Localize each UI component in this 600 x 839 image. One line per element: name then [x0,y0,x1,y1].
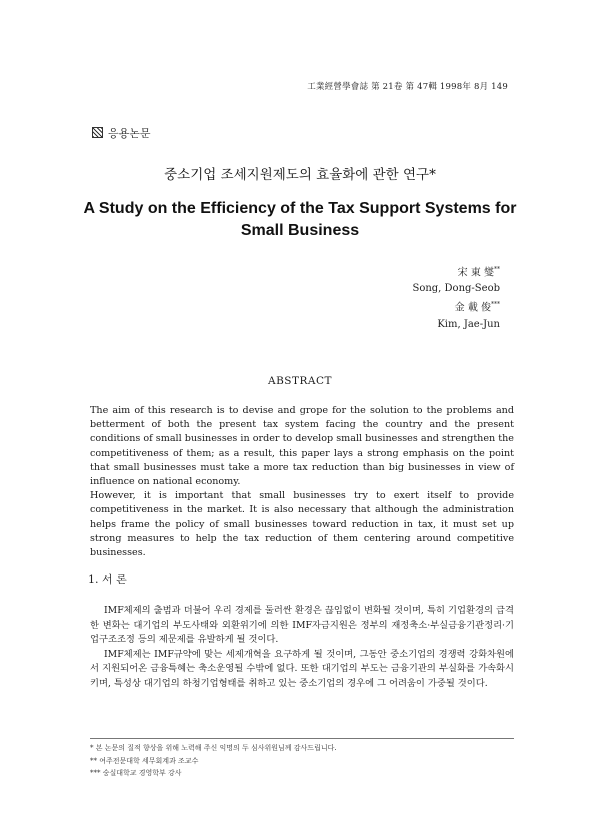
author-block [412,262,500,333]
author-line-1: 宋 東 燮** [457,266,500,279]
checkbox-mark-icon [92,127,103,138]
footnotes [90,742,514,780]
section-heading-introduction: 1. 서 론 [88,573,127,586]
abstract-paragraph: The aim of this research is to devise and grope for the solution to the problems and betterment of both the present tax system facing the country and the present conditions of small businesses in order to develop small businesses and strengthen the competitiveness of them; as a result, this paper lays a strong emphasis on the point that small businesses must take a more tax reduction than big businesses in view of influence on national economy. [90,405,514,488]
author-line-3: 金 載 俊*** [454,301,500,314]
footnote-item: * 본 논문의 질적 향상을 위해 노력해 주신 익명의 두 심사위원님께 감사드립니다. [90,744,337,752]
title-korean: 중소기업 조세지원제도의 효율화에 관한 연구* [164,167,436,183]
abstract-heading: ABSTRACT [267,375,333,387]
body-paragraph: IMF체제는 IMF규약에 맞는 세제개혁을 요구하게 될 것이며, 그동안 중소기업의 경쟁력 강화차원에서 지원되어온 금융특혜는 축소운영될 수밖에 없다. 또한 대기업의 부도는 금융기관의 부실화를 가속화시키며, 특성상 대기업의 하청기업형태를 취하고 있는 중소기업의 경우에 그 어려움이 가중될 것이다. [90,648,514,689]
title-english: A Study on the Efficiency of the Tax Support Systems for Small Business [83,200,517,239]
author-line-4: Kim, Jae-Jun [437,318,500,330]
abstract-body [90,404,514,560]
body-paragraph: IMF체제의 출범과 더불어 우리 경제를 둘러싼 환경은 끊임없이 변화될 것이며, 특히 기업환경의 급격한 변화는 대기업의 부도사태와 외환위기에 의한 IMF자금지원은 정부의 재정축소·부실금융기관정리·기업구조조정 등의 제문제를 유발하게 될 것이다. [90,605,514,645]
abstract-paragraph: However, it is important that small businesses try to exert itself to provide competitiveness in the market. It is also necessary that although the administration helps frame the policy of small businesses toward reduction in tax, it must set up strong measures to help the tax reduction of them centering around competitive businesses. [90,490,514,559]
footnote-item: ** 여주전문대학 세무회계과 조교수 [90,756,199,765]
running-head: 工業經營學會誌 第 21卷 第 47輯 1998年 8月 149 [307,82,508,92]
introduction-body [90,604,514,691]
author-line-2: Song, Dong-Seob [412,283,500,295]
footnote-item: *** 숭실대학교 경영학부 강사 [90,769,182,777]
section-tag [92,125,151,141]
footnote-divider [90,738,514,739]
section-tag-label: 응용논문 [108,127,151,140]
